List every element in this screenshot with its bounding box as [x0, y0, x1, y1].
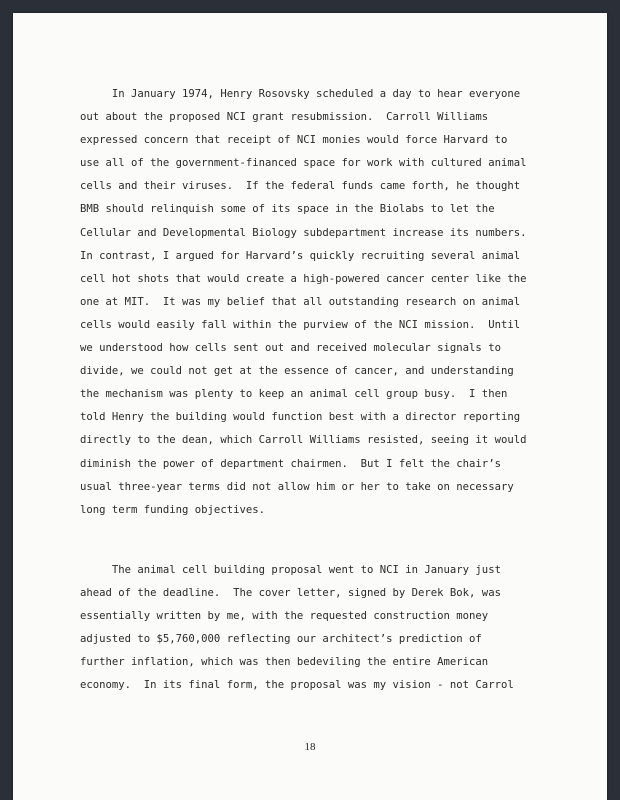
text-line: divide, we could not get at the essence of cancer, and understanding	[80, 365, 514, 378]
text-line: directly to the dean, which Carroll Williams resisted, seeing it would	[80, 434, 527, 447]
text-line: the mechanism was plenty to keep an animal cell group busy. I then	[80, 388, 508, 401]
text-line: economy. In its final form, the proposal was my vision - not Carrol	[80, 679, 514, 692]
document-page	[13, 13, 607, 800]
text-line: use all of the government-financed space for work with cultured animal	[80, 157, 527, 170]
text-line: cells would easily fall within the purview of the NCI mission. Until	[80, 318, 521, 331]
text-line: ahead of the deadline. The cover letter, signed by Derek Bok, was	[80, 587, 501, 600]
page-number: 18	[304, 741, 316, 753]
text-line: usual three-year terms did not allow him or her to take on necessary	[80, 480, 514, 493]
text-line: Cellular and Developmental Biology subdepartment increase its numbers.	[80, 226, 527, 239]
text-line: told Henry the building would function best with a director reporting	[80, 411, 521, 424]
text-line: The animal cell building proposal went to NCI in January just	[80, 564, 501, 576]
text-line: out about the proposed NCI grant resubmission. Carroll Williams	[80, 111, 489, 124]
paragraph-2	[80, 559, 550, 698]
text-line: cell hot shots that would create a high-powered cancer center like the	[80, 272, 527, 285]
text-line: adjusted to $5,760,000 reflecting our architect’s prediction of	[80, 633, 482, 646]
text-line: further inflation, which was then bedeviling the entire American	[80, 656, 489, 669]
text-line: essentially written by me, with the requested construction money	[80, 610, 489, 623]
paragraph-1	[80, 83, 550, 522]
text-line: cells and their viruses. If the federal funds came forth, he thought	[80, 180, 521, 193]
text-line: BMB should relinquish some of its space in the Biolabs to let the	[80, 203, 495, 216]
text-line: we understood how cells sent out and received molecular signals to	[80, 342, 501, 355]
text-line: In contrast, I argued for Harvard’s quickly recruiting several animal	[80, 249, 521, 262]
text-line: long term funding objectives.	[80, 503, 265, 516]
text-line: expressed concern that receipt of NCI monies would force Harvard to	[80, 134, 508, 147]
text-line: In January 1974, Henry Rosovsky scheduled a day to hear everyone	[80, 88, 521, 100]
text-line: diminish the power of department chairmen. But I felt the chair’s	[80, 457, 501, 470]
text-line: one at MIT. It was my belief that all outstanding research on animal	[80, 295, 521, 308]
